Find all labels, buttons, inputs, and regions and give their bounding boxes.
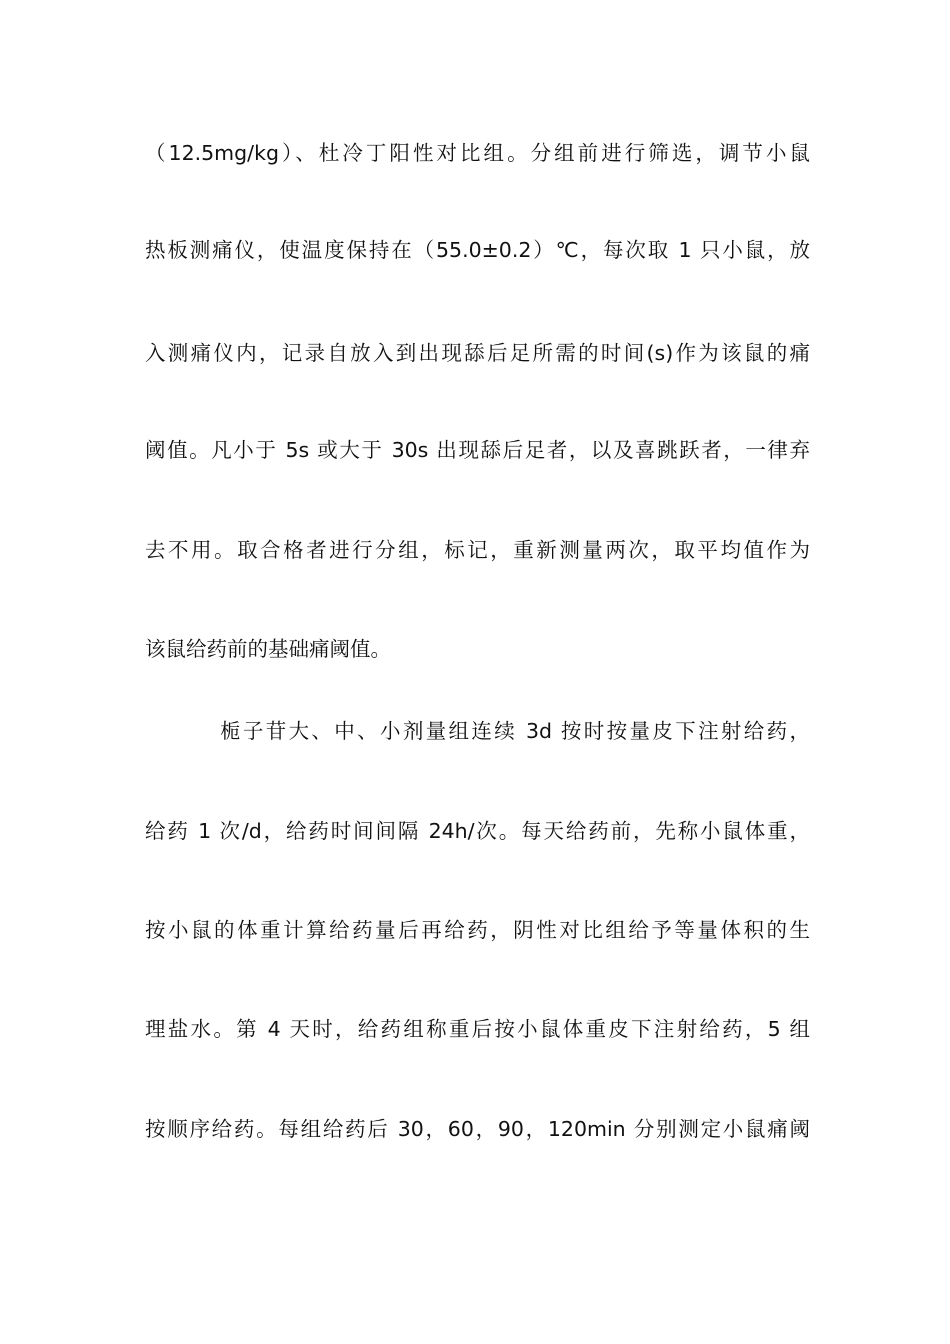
paragraph-line: 按顺序给药。每组给药后 30，60，90，120min 分别测定小鼠痛阈 bbox=[145, 1117, 810, 1141]
paragraph-line: 去不用。取合格者进行分组，标记，重新测量两次，取平均值作为 bbox=[145, 538, 810, 562]
paragraph-line: 入测痛仪内，记录自放入到出现舔后足所需的时间(s)作为该鼠的痛 bbox=[145, 341, 810, 365]
paragraph-line: 理盐水。第 4 天时，给药组称重后按小鼠体重皮下注射给药，5 组 bbox=[145, 1017, 810, 1041]
paragraph-line-end: 该鼠给药前的基础痛阈值。 bbox=[145, 637, 391, 661]
paragraph-line: 阈值。凡小于 5s 或大于 30s 出现舔后足者，以及喜跳跃者，一律弃 bbox=[145, 438, 810, 462]
paragraph-line: （12.5mg/kg）、杜冷丁阳性对比组。分组前进行筛选，调节小鼠 bbox=[145, 141, 810, 165]
paragraph-line: 按小鼠的体重计算给药量后再给药，阴性对比组给予等量体积的生 bbox=[145, 918, 810, 942]
paragraph-first-line: 栀子苷大、中、小剂量组连续 3d 按时按量皮下注射给药， bbox=[220, 719, 810, 743]
paragraph-line: 热板测痛仪，使温度保持在（55.0±0.2）℃，每次取 1 只小鼠，放 bbox=[145, 238, 810, 262]
paragraph-line: 给药 1 次/d，给药时间间隔 24h/次。每天给药前，先称小鼠体重， bbox=[145, 819, 810, 843]
